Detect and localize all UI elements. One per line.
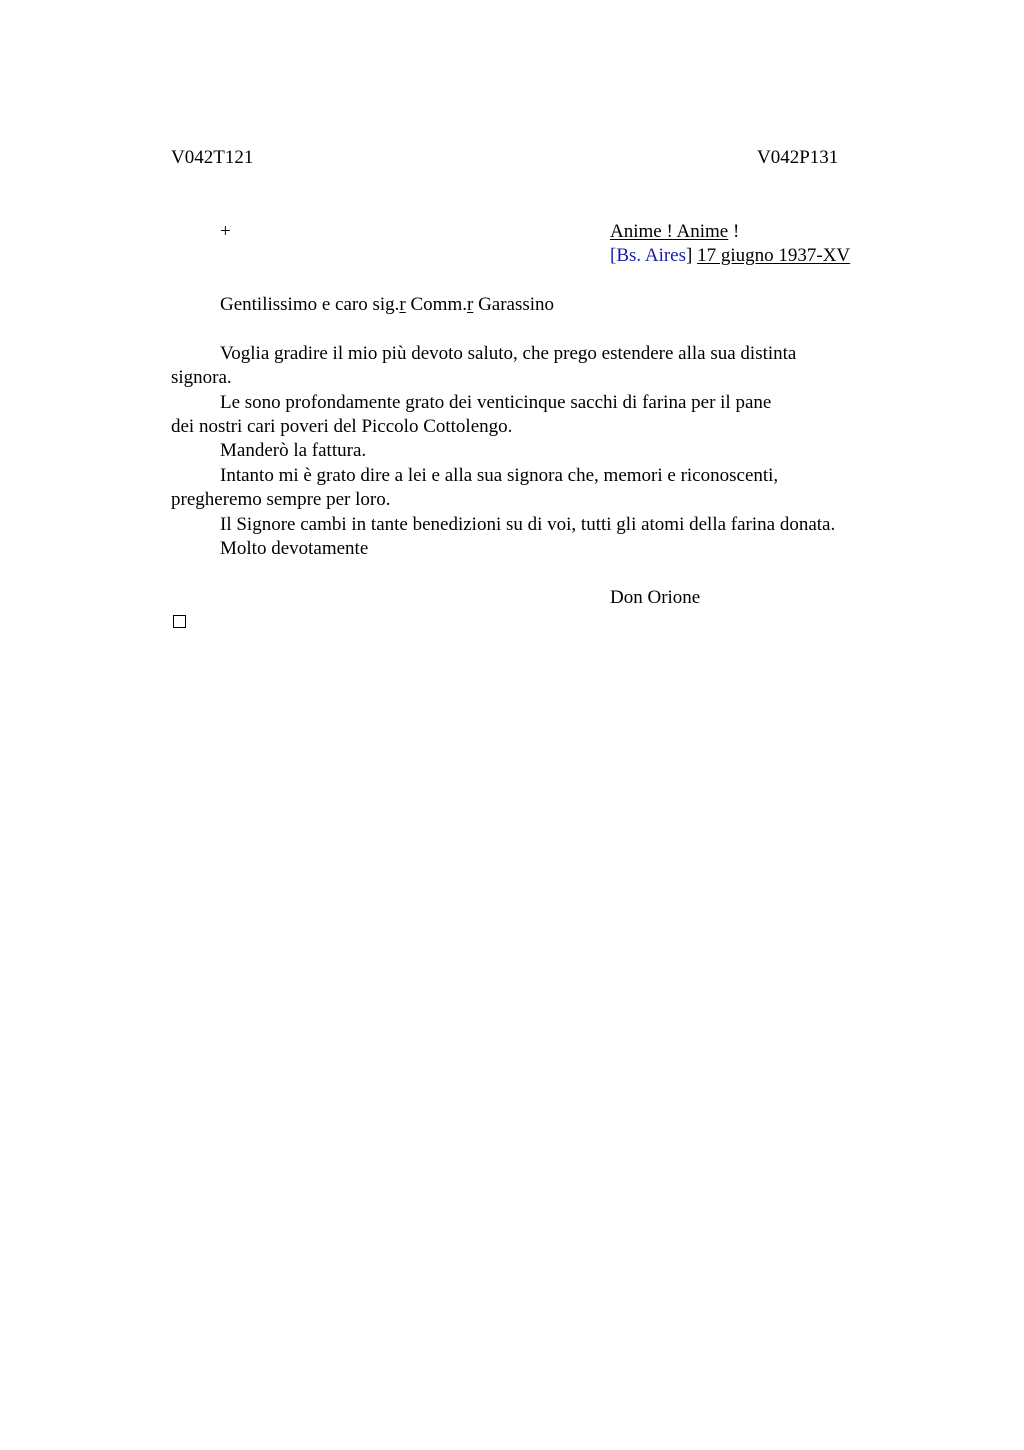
body-line: Intanto mi è grato dire a lei e alla sua signora che, memori e riconoscenti, (220, 465, 779, 486)
letter-date: 17 giugno 1937-XV (697, 245, 851, 266)
salutation-part-2: Comm. (405, 294, 467, 315)
body-line: dei nostri cari poveri del Piccolo Cottolengo. (171, 416, 513, 437)
document-code-right: V042P131 (757, 147, 839, 168)
motto-exclaim: ! (728, 221, 740, 242)
place-close-bracket: ] (686, 245, 698, 266)
salutation-part-3: Garassino (473, 294, 555, 315)
body-line: Manderò la fattura. (220, 440, 367, 461)
salutation (220, 293, 554, 317)
salutation-abbrev-2: r (466, 294, 474, 315)
motto-anime-1: Anime ! (610, 221, 673, 242)
body-line: pregheremo sempre per loro. (171, 489, 391, 510)
square-outline-icon (173, 615, 186, 628)
body-line: signora. (171, 367, 232, 388)
cross-mark: + (220, 221, 231, 242)
document-code-left: V042T121 (171, 147, 254, 168)
body-line: Il Signore cambi in tante benedizioni su di voi, tutti gli atomi della farina donata. (220, 514, 836, 535)
signature: Don Orione (610, 587, 701, 608)
closing-line: Molto devotamente (220, 538, 369, 559)
place-open-bracket: [ (610, 245, 617, 266)
body-line: Voglia gradire il mio più devoto saluto, che prego estendere alla sua distinta (220, 343, 797, 364)
motto (610, 220, 739, 244)
place-date (610, 244, 850, 268)
motto-anime-2: Anime (676, 221, 729, 242)
place-name: Bs. Aires (616, 245, 687, 266)
salutation-part-1: Gentilissimo e caro sig. (220, 294, 400, 315)
body-line: Le sono profondamente grato dei venticinque sacchi di farina per il pane (220, 392, 772, 413)
salutation-abbrev-1: r (399, 294, 406, 315)
